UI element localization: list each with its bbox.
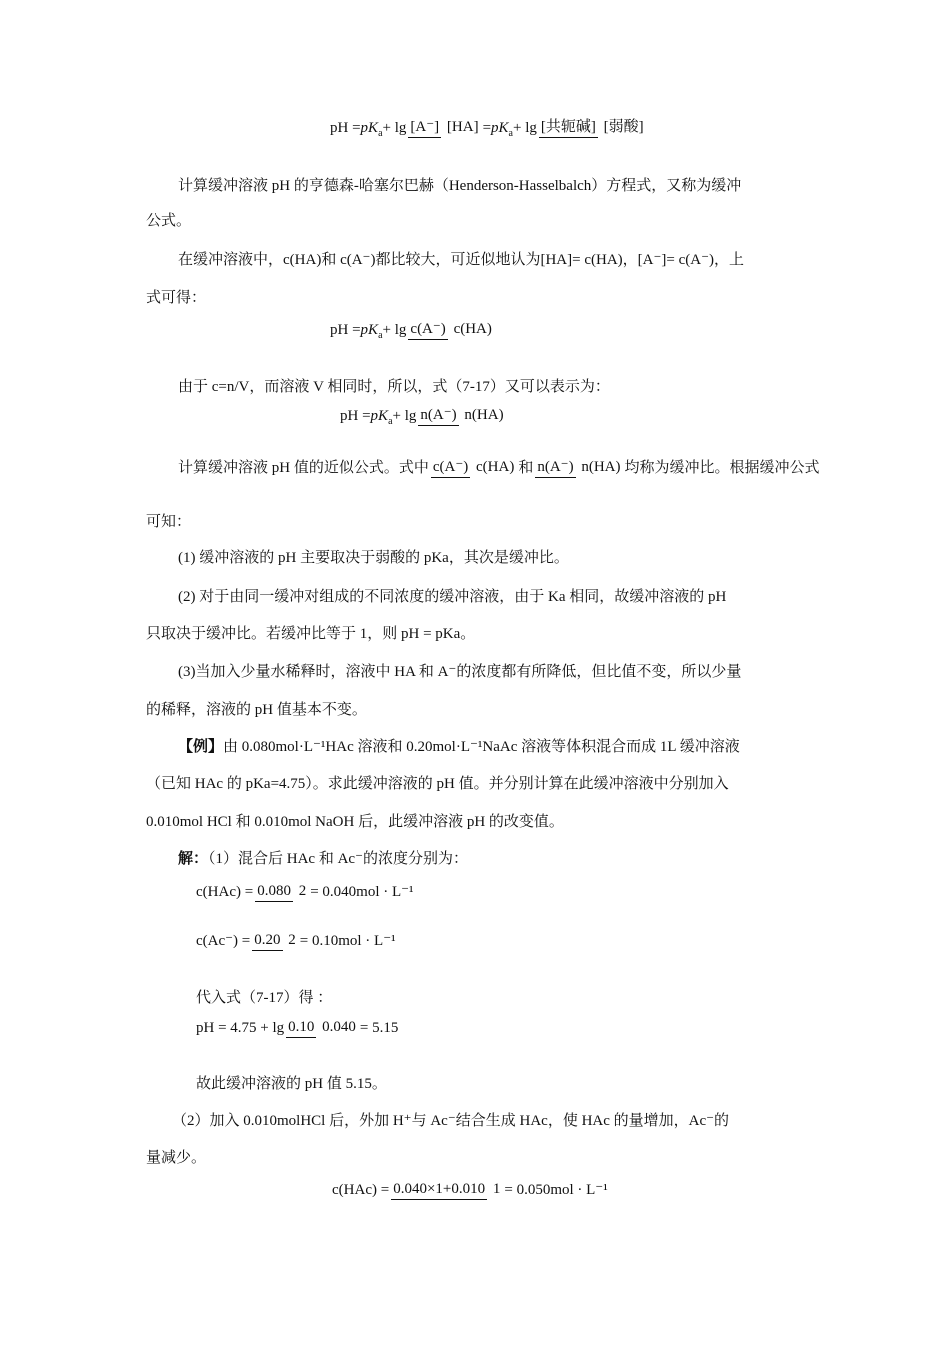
list-item: (1) 缓冲溶液的 pH 主要取决于弱酸的 pKa，其次是缓冲比。	[178, 550, 569, 566]
fraction	[286, 1018, 358, 1038]
solution-tag: 解：	[178, 851, 209, 867]
fraction	[391, 1180, 502, 1200]
fraction	[535, 458, 622, 478]
fraction-numerator: 0.20	[252, 932, 282, 951]
fraction-numerator: c(A⁻)	[431, 459, 470, 478]
eq-lg: + lg	[392, 408, 417, 424]
example-line	[178, 737, 740, 757]
fraction-numerator: 0.040×1+0.010	[391, 1181, 487, 1200]
fraction-numerator: 0.10	[286, 1019, 316, 1038]
fraction-denominator: n(HA)	[581, 459, 621, 475]
equation-buffer-concentration	[330, 320, 496, 340]
list-item: 只取决于缓冲比。若缓冲比等于 1，则 pH = pKa。	[146, 626, 476, 642]
eq-lg: + lg	[382, 120, 407, 136]
solution-line: 代入式（7-17）得 ：	[196, 990, 333, 1006]
example-line: （已知 HAc 的 pKa=4.75）。求此缓冲溶液的 pH 值。并分别计算在此缓冲溶液中分别加入	[146, 776, 729, 792]
fraction-denominator: 1	[492, 1181, 501, 1197]
eq-lhs: c(HAc) =	[196, 884, 254, 900]
equation-hac-after-hcl	[332, 1180, 608, 1200]
eq-pk: $pK_a$	[360, 120, 383, 139]
eq-lhs: pH =	[330, 322, 361, 338]
list-item: 的稀释，溶液的 pH 值基本不变。	[146, 702, 367, 718]
eq-lg: + lg	[513, 120, 537, 136]
paragraph-line: 计算缓冲溶液 pH 的亨德森-哈塞尔巴赫（Henderson-Hasselbalch）方程式，又称为缓冲	[178, 178, 742, 194]
solution-line	[178, 849, 468, 869]
fraction-denominator: 0.040	[322, 1019, 356, 1035]
equation-buffer-amount	[340, 406, 508, 426]
fraction-numerator: [A⁻]	[408, 119, 441, 138]
fraction	[252, 931, 298, 951]
equation-ac-concentration	[196, 931, 396, 951]
eq-rhs: = 0.050mol · L⁻¹	[504, 1182, 608, 1198]
fraction	[418, 406, 505, 426]
equation-henderson-hasselbalch	[330, 118, 648, 138]
example-line: 0.010mol HCl 和 0.010mol NaOH 后，此缓冲溶液 pH 的改变值。	[146, 814, 564, 830]
fraction	[408, 320, 493, 340]
text: （1）混合后 HAc 和 Ac⁻的浓度分别为：	[208, 851, 468, 867]
text: 计算缓冲溶液 pH 值的近似公式。式中	[178, 460, 429, 476]
eq-lhs: pH = 4.75 + lg	[196, 1020, 285, 1036]
text: 和	[518, 460, 534, 476]
eq-rhs: = 0.10mol · L⁻¹	[299, 933, 396, 949]
paragraph-line: 在缓冲溶液中，c(HA)和 c(A⁻)都比较大，可近似地认为[HA]= c(HA)，[A⁻]= c(A⁻)，上	[178, 252, 744, 268]
eq-lhs: c(Ac⁻) =	[196, 933, 251, 949]
example-tag: 【例】	[178, 739, 224, 755]
text: 均称为缓冲比。根据缓冲公式	[624, 460, 820, 476]
fraction-denominator: 2	[288, 932, 296, 948]
fraction-denominator: 2	[298, 883, 307, 899]
equation-hac-concentration	[196, 882, 414, 902]
eq-lhs: c(HAc) =	[332, 1182, 390, 1198]
fraction	[408, 118, 480, 138]
paragraph-line: 可知：	[146, 514, 192, 530]
solution-line: 故此缓冲溶液的 pH 值 5.15。	[196, 1076, 387, 1092]
paragraph-line: 公式。	[146, 213, 192, 229]
eq-lhs: pH =	[330, 120, 361, 136]
eq-rhs: = 0.040mol · L⁻¹	[310, 884, 414, 900]
paragraph-line: 式可得：	[146, 290, 207, 306]
paragraph-line: 由于 c=n/V，而溶液 V 相同时，所以，式（7-17）又可以表示为：	[178, 379, 610, 395]
fraction	[539, 118, 646, 138]
list-item: (3)当加入少量水稀释时，溶液中 HA 和 A⁻的浓度都有所降低，但比值不变，所以少量	[178, 664, 742, 680]
eq-equals: =	[482, 120, 492, 136]
fraction-denominator: c(HA)	[476, 459, 515, 475]
eq-lg: + lg	[382, 322, 407, 338]
solution-line: 量减少。	[146, 1150, 207, 1166]
fraction-denominator: [HA]	[446, 119, 479, 135]
fraction-numerator: n(A⁻)	[418, 407, 458, 426]
fraction	[255, 882, 308, 902]
fraction	[431, 458, 516, 478]
eq-lhs: pH =	[340, 408, 371, 424]
text: 由 0.080mol·L⁻¹HAc 溶液和 0.20mol·L⁻¹NaAc 溶液等体积混合而成 1L 缓冲溶液	[223, 739, 740, 755]
eq-pk: $pK_a$	[370, 408, 393, 427]
eq-pk: $pK_a$	[491, 120, 513, 139]
solution-line: （2）加入 0.010molHCl 后，外加 H⁺与 Ac⁻结合生成 HAc，使 HAc 的量增加，Ac⁻的	[172, 1113, 730, 1129]
eq-pk: $pK_a$	[360, 322, 383, 341]
paragraph-buffer-ratio	[178, 458, 820, 478]
list-item: (2) 对于由同一缓冲对组成的不同浓度的缓冲溶液，由于 Ka 相同，故缓冲溶液的 pH	[178, 589, 727, 605]
fraction-numerator: n(A⁻)	[535, 459, 575, 478]
fraction-denominator: n(HA)	[464, 407, 504, 423]
fraction-numerator: 0.080	[255, 883, 293, 902]
fraction-numerator: c(A⁻)	[408, 321, 447, 340]
fraction-numerator: [共轭碱]	[539, 119, 598, 138]
fraction-denominator: c(HA)	[453, 321, 492, 337]
equation-ph-result	[196, 1018, 398, 1038]
fraction-denominator: [弱酸]	[603, 119, 644, 135]
eq-rhs: = 5.15	[359, 1020, 399, 1036]
